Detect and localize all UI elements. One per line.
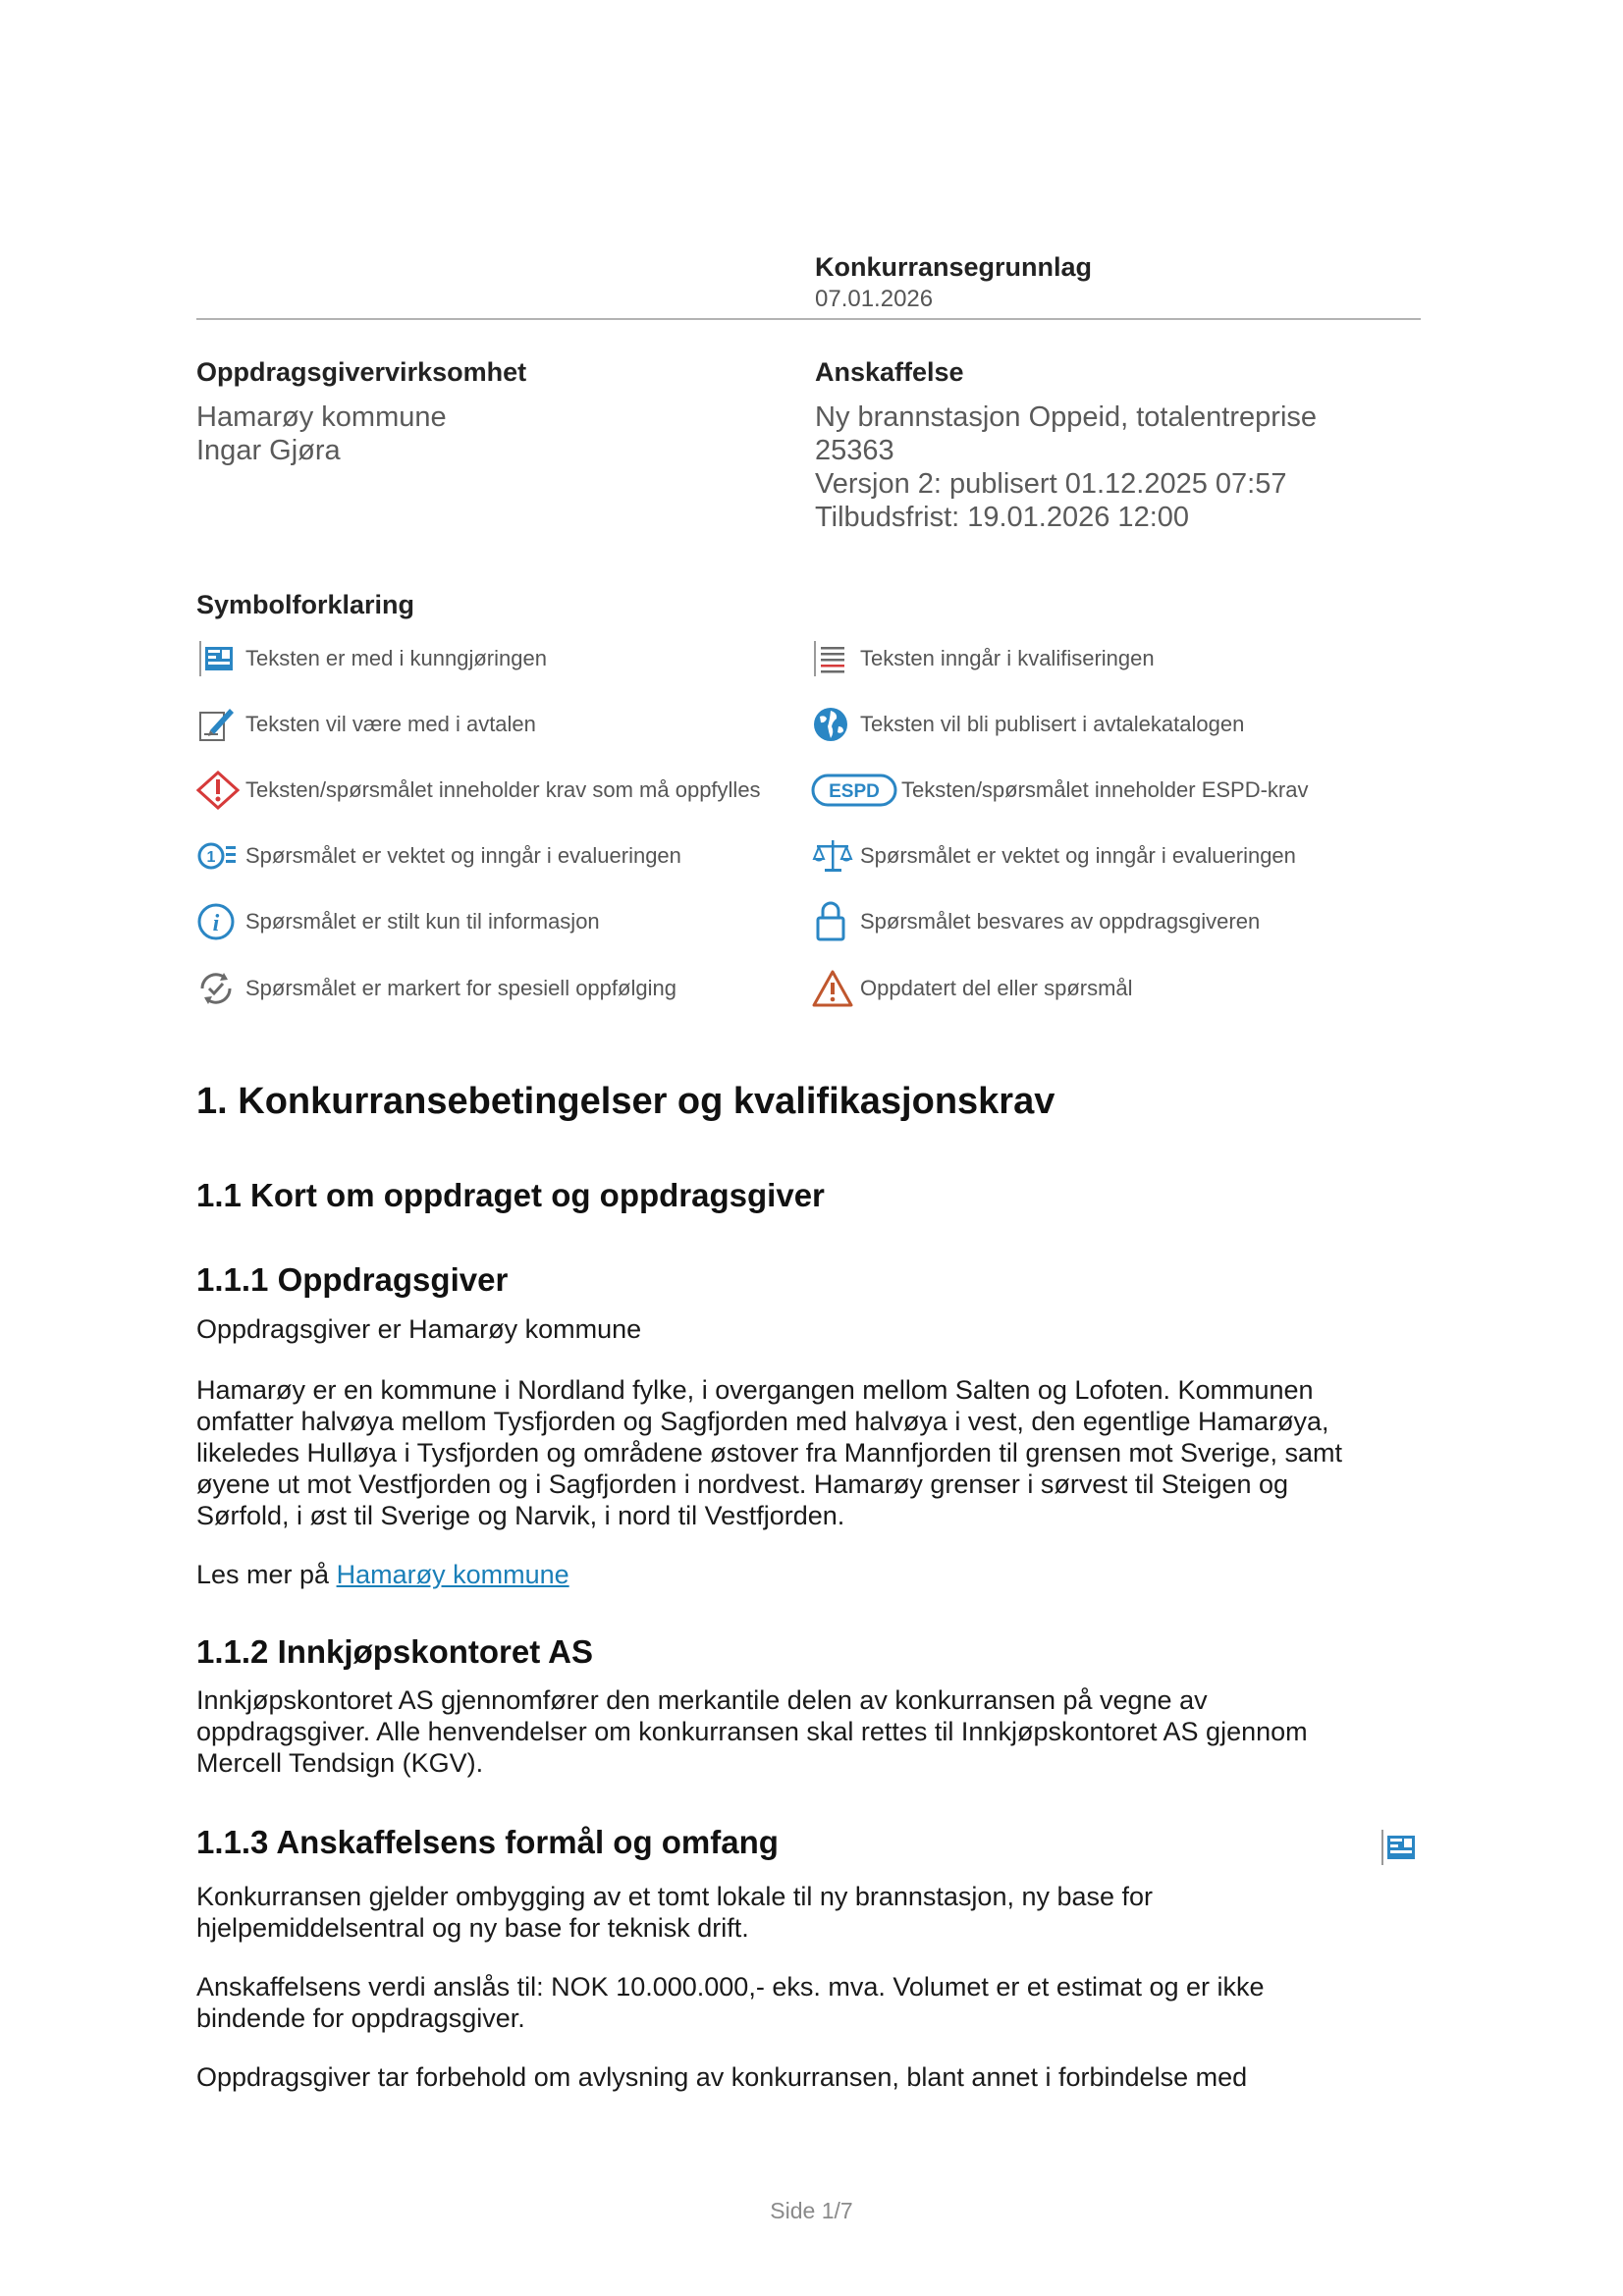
legend-item (196, 902, 600, 941)
paragraph-line: Sørfold, i øst til Sverige og Narvik, i nord til Vestfjorden. (196, 1501, 845, 1530)
paragraph (196, 1684, 1424, 1779)
paragraph-line: øyene ut mot Vestfjorden og i Sagfjorden i nordvest. Hamarøy grenser i sørvest til Steigen og (196, 1469, 1289, 1499)
paragraph-line: omfatter halvøya mellom Tysfjorden og Sagfjorden med halvøya i vest, den egentlige Hamarøya, (196, 1407, 1329, 1436)
qualification-icon (811, 639, 860, 678)
legend-item (196, 771, 761, 810)
paragraph-line: Innkjøpskontoret AS gjennomfører den merkantile delen av konkurransen på vegne av (196, 1685, 1208, 1715)
paragraph (196, 1374, 1424, 1531)
paragraph-line: likeledes Hulløya i Tysfjorden og områdene østover fra Mannfjorden til grensen mot Sverige, samt (196, 1438, 1343, 1468)
espd-badge-text: ESPD (829, 781, 880, 802)
legend-item (811, 639, 1155, 678)
header-divider (196, 318, 1421, 320)
legend-text: Spørsmålet er vektet og inngår i evalueringen (245, 843, 681, 868)
requirement-icon (196, 771, 245, 810)
legend-item (811, 902, 1260, 941)
paragraph-line: Konkurransen gjelder ombygging av et tomt lokale til ny brannstasjon, ny base for (196, 1882, 1154, 1911)
paragraph-line: Anskaffelsens verdi anslås til: NOK 10.000.000,- eks. mva. Volumet er et estimat og er ikke (196, 1972, 1265, 2002)
paragraph: Oppdragsgiver tar forbehold om avlysning av konkurransen, blant annet i forbindelse med (196, 2062, 1248, 2092)
section-1-heading: 1. Konkurransebetingelser og kvalifikasjonskrav (196, 1081, 1055, 1122)
warning-icon (811, 969, 860, 1008)
procurement-id: 25363 (815, 435, 894, 466)
legend-item (811, 969, 1133, 1008)
contract-icon (196, 705, 245, 744)
weighted-list-icon (196, 836, 245, 876)
legend-text: Teksten vil være med i avtalen (245, 712, 536, 736)
client-name: Hamarøy kommune (196, 401, 447, 433)
espd-icon (811, 771, 901, 810)
legend-item (811, 836, 1296, 876)
lock-icon (811, 902, 860, 941)
document-type: Konkurransegrunnlag (815, 252, 1093, 282)
paragraph-text: Les mer på (196, 1560, 337, 1589)
paragraph (196, 1971, 1424, 2034)
paragraph (196, 1881, 1424, 1944)
section-1-1-2-heading: 1.1.2 Innkjøpskontoret AS (196, 1633, 594, 1670)
legend-item (196, 705, 536, 744)
section-1-1-heading: 1.1 Kort om oppdraget og oppdragsgiver (196, 1177, 825, 1213)
scale-icon (811, 836, 860, 876)
paragraph-line: bindende for oppdragsgiver. (196, 2003, 525, 2033)
legend-text: Spørsmålet er markert for spesiell oppfølging (245, 976, 676, 1000)
globe-icon (811, 705, 860, 744)
legend-text: Teksten/spørsmålet inneholder ESPD-krav (901, 777, 1309, 802)
legend-text: Teksten vil bli publisert i avtalekatalogen (860, 712, 1245, 736)
client-heading: Oppdragsgivervirksomhet (196, 357, 527, 387)
paragraph-line: Hamarøy er en kommune i Nordland fylke, i overgangen mellom Salten og Lofoten. Kommunen (196, 1375, 1314, 1405)
legend-item (811, 771, 1309, 810)
paragraph-line: hjelpemiddelsentral og ny base for teknisk drift. (196, 1913, 749, 1943)
info-icon (196, 902, 245, 941)
paragraph-line: oppdragsgiver. Alle henvendelser om konkurransen skal rettes til Innkjøpskontoret AS gjennom (196, 1717, 1308, 1746)
hamaroy-link[interactable]: Hamarøy kommune (336, 1560, 569, 1589)
legend-title: Symbolforklaring (196, 590, 415, 619)
page-number: Side 1/7 (770, 2198, 853, 2223)
procurement-title: Ny brannstasjon Oppeid, totalentreprise (815, 401, 1318, 433)
paragraph: Oppdragsgiver er Hamarøy kommune (196, 1314, 642, 1344)
section-1-1-1-heading: 1.1.1 Oppdragsgiver (196, 1261, 509, 1298)
document-date: 07.01.2026 (815, 286, 934, 312)
legend-item (196, 639, 547, 678)
paragraph-line: Mercell Tendsign (KGV). (196, 1748, 484, 1778)
paragraph (196, 1559, 1424, 1590)
svg-text:1: 1 (206, 849, 216, 866)
procurement-heading: Anskaffelse (815, 357, 964, 387)
legend-text: Spørsmålet er vektet og inngår i evalueringen (860, 843, 1296, 868)
legend-item (196, 836, 681, 876)
legend-text: Teksten er med i kunngjøringen (245, 646, 547, 670)
svg-text:i: i (212, 911, 220, 936)
announcement-icon (1379, 1828, 1418, 1872)
legend-text: Teksten inngår i kvalifiseringen (860, 646, 1155, 670)
section-1-1-3-heading: 1.1.3 Anskaffelsens formål og omfang (196, 1824, 779, 1860)
legend-text: Spørsmålet besvares av oppdragsgiveren (860, 909, 1261, 934)
legend-item (811, 705, 1244, 744)
procurement-deadline: Tilbudsfrist: 19.01.2026 12:00 (815, 502, 1190, 533)
announcement-icon (196, 639, 245, 678)
followup-icon (196, 969, 245, 1008)
legend-item (196, 969, 676, 1008)
legend-text: Oppdatert del eller spørsmål (860, 976, 1133, 1000)
legend-text: Spørsmålet er stilt kun til informasjon (245, 909, 600, 934)
procurement-version: Versjon 2: publisert 01.12.2025 07:57 (815, 468, 1287, 500)
legend-text: Teksten/spørsmålet inneholder krav som må oppfylles (245, 777, 761, 802)
client-contact: Ingar Gjøra (196, 435, 341, 466)
